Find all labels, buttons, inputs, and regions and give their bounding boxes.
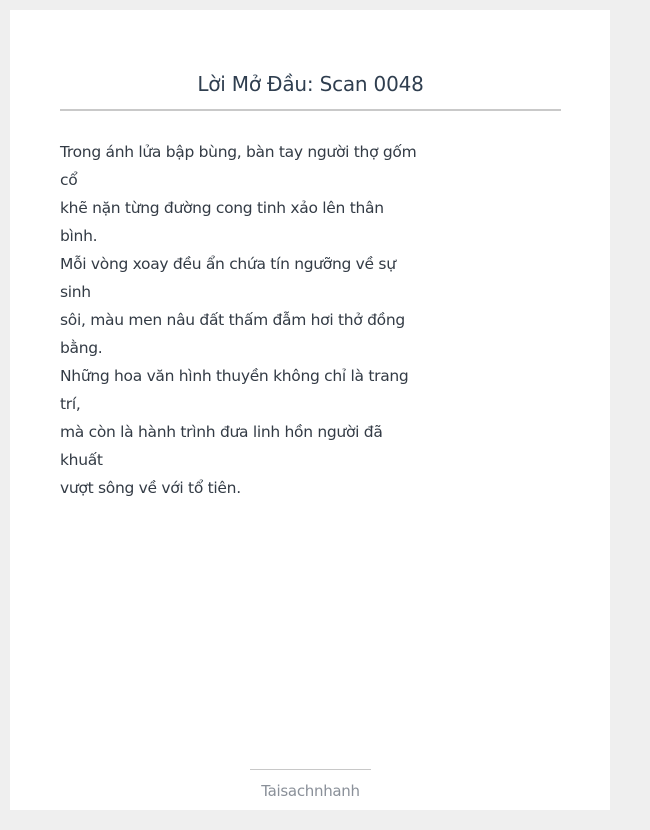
poem-line: bằng. (60, 339, 103, 357)
poem-line: trí, (60, 395, 81, 413)
poem-line: vượt sông về với tổ tiên. (60, 479, 241, 497)
poem-line: khuất (60, 451, 103, 469)
poem-line: Mỗi vòng xoay đều ẩn chứa tín ngưỡng về sự (60, 255, 396, 273)
poem-line: mà còn là hành trình đưa linh hồn người đã (60, 423, 383, 441)
poem-line: cổ (60, 171, 78, 189)
poem-line: sinh (60, 283, 91, 301)
footer-divider (250, 769, 371, 770)
page-title: Lời Mở Đầu: Scan 0048 (197, 72, 424, 96)
poem-line: Những hoa văn hình thuyền không chỉ là trang (60, 367, 409, 385)
poem-text (60, 138, 420, 502)
poem-line: khẽ nặn từng đường cong tinh xảo lên thân (60, 199, 384, 217)
poem-line: sôi, màu men nâu đất thấm đẫm hơi thở đồng (60, 311, 405, 329)
footer-credit: Taisachnhanh (261, 782, 360, 800)
poem-line: bình. (60, 227, 98, 245)
title-divider (60, 109, 561, 111)
poem-line: Trong ánh lửa bập bùng, bàn tay người thợ gốm (60, 143, 417, 161)
document-page (10, 10, 610, 810)
